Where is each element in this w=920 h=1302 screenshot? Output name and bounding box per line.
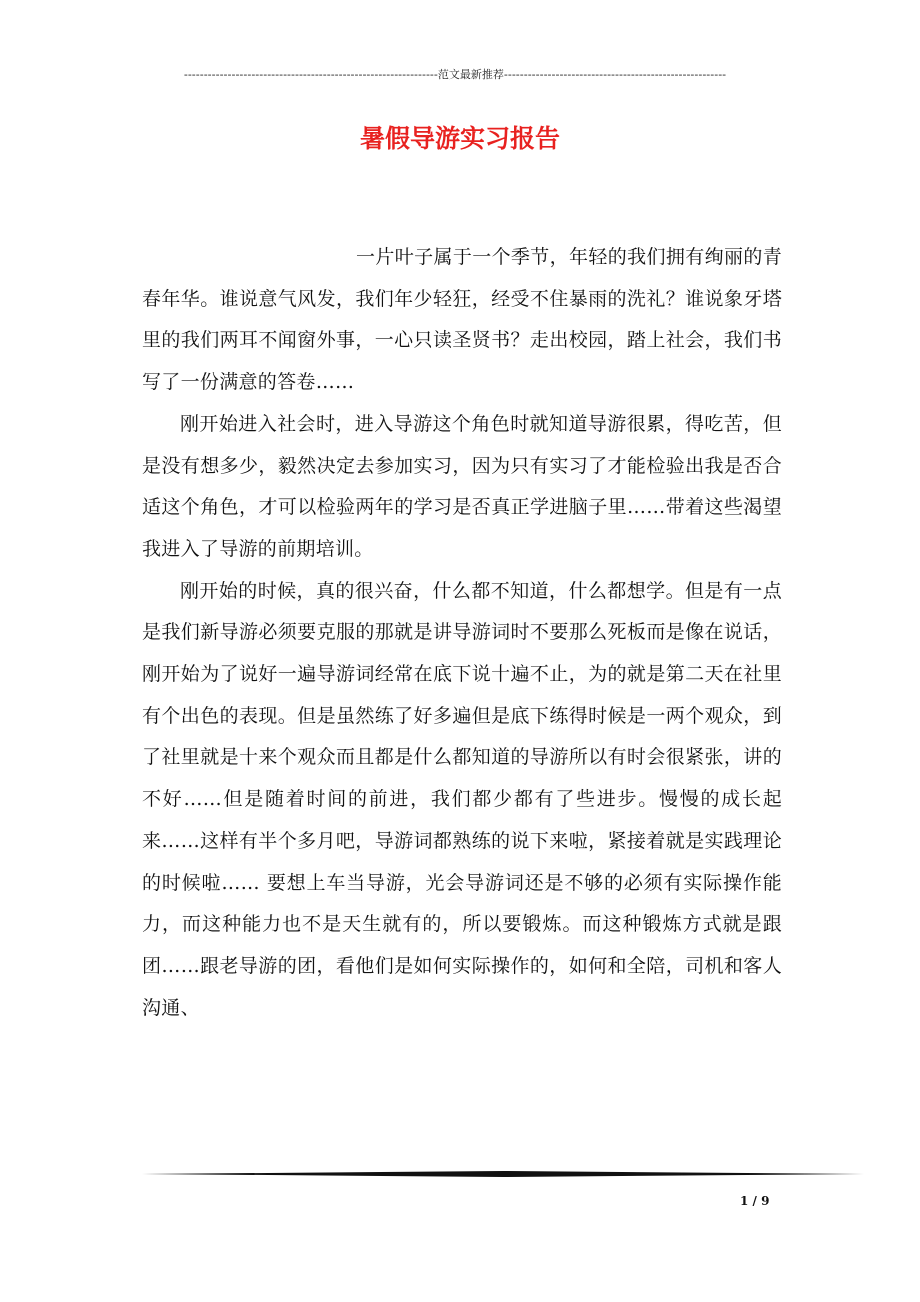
footer-rule — [142, 1171, 864, 1177]
page-number: 1 / 9 — [740, 1194, 770, 1208]
header-label: 范文最新推荐 — [437, 68, 504, 81]
document-title: 暑假导游实习报告 — [359, 124, 560, 153]
paragraph-1: 一片叶子属于一个季节，年轻的我们拥有绚丽的青春年华。谁说意气风发，我们年少轻狂，经受不住暴雨的洗礼？谁说象牙塔里的我们两耳不闻窗外事，一心只读圣贤书？走出校园，踏上社会，我们书写了一份满意的答卷…… — [142, 246, 782, 394]
header-right-dashes: -------------------------------------------------------- — [503, 68, 727, 81]
document-body — [142, 237, 782, 1029]
paragraph-3: 刚开始的时候，真的很兴奋，什么都不知道，什么都想学。但是有一点是我们新导游必须要克服的那就是讲导游词时不要那么死板而是像在说话，刚开始为了说好一遍导游词经常在底下说十遍不止，为的就是第二天在社里有个出色的表现。但是虽然练了好多遍但是底下练得时候是一两个观众，到了社里就是十来个观众而且都是什么都知道的导游所以有时会很紧张，讲的不好……但是随着时间的前进，我们都少都有了些进步。慢慢的成长起来……这样有半个多月吧，导游词都熟练的说下来啦，紧接着就是实践理论的时候啦…… 要想上车当导游，光会导游词还是不够的必须有实际操作能力，而这种能力也不是天生就有的，所以要锻炼。而这种锻炼方式就是跟团……跟老导游的团，看他们是如何实际操作的，如何和全陪，司机和客人沟通、 — [142, 579, 782, 1019]
header-left-dashes: ---------------------------------------------------------------- — [183, 68, 438, 81]
paragraph-2: 刚开始进入社会时，进入导游这个角色时就知道导游很累，得吃苦，但是没有想多少，毅然决定去参加实习，因为只有实习了才能检验出我是否合适这个角色，才可以检验两年的学习是否真正学进脑子里……带着这些渴望我进入了导游的前期培训。 — [142, 412, 782, 560]
page-header — [142, 68, 768, 82]
